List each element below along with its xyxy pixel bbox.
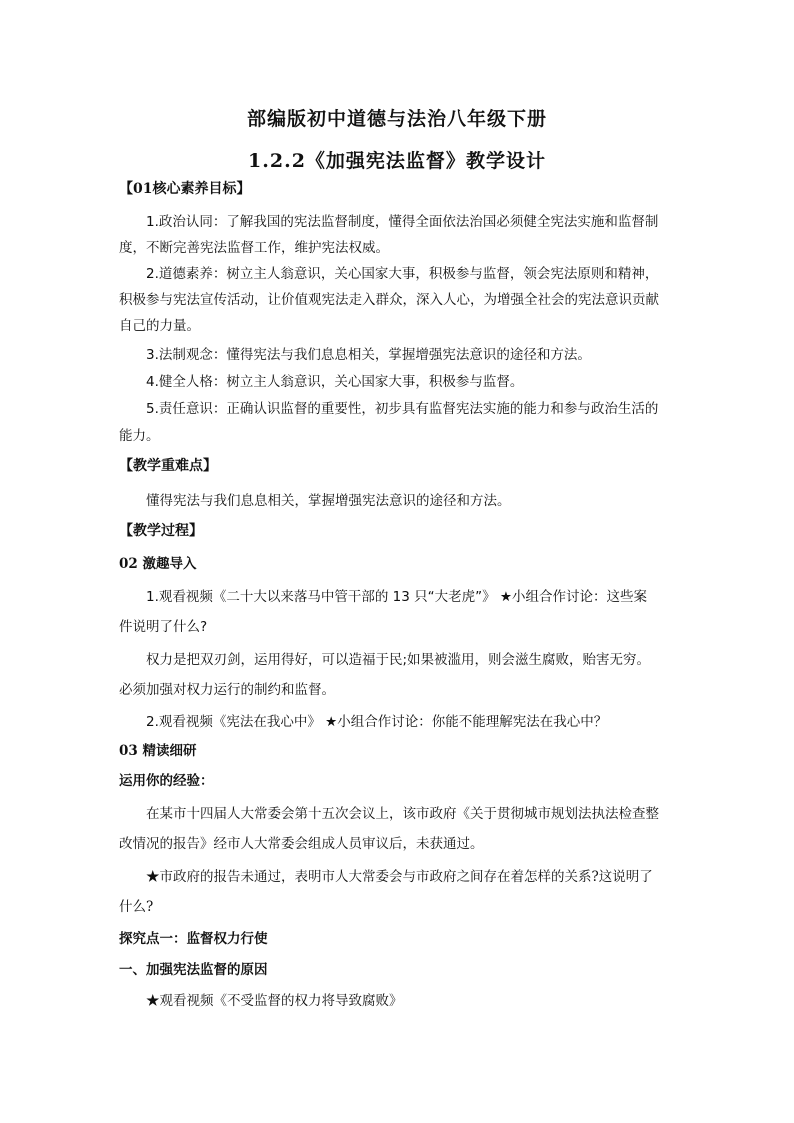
goal-item-2-line-1: 2.道德素养：树立主人翁意识，关心国家大事，积极参与监督，领会宪法原则和精神， xyxy=(146,266,659,282)
case-paragraph-line-1: 在某市十四届人大常委会第十五次会议上，该市政府《关于贯彻城市规划法执法检查整 xyxy=(146,806,659,822)
part-02-heading: 02 激趣导入 xyxy=(119,556,197,572)
case-paragraph-line-2: 改情况的报告》经市人大常委会组成人员审议后，未获通过。 xyxy=(119,836,484,852)
power-paragraph-line-2: 必须加强对权力运行的制约和监督。 xyxy=(119,682,335,698)
experience-heading: 运用你的经验： xyxy=(119,773,214,789)
goal-item-1-line-1: 1.政治认同：了解我国的宪法监督制度，懂得全面依法治国必须健全宪法实施和监督制 xyxy=(146,214,659,230)
section-heading-core-goals: 【01核心素养目标】 xyxy=(119,181,251,197)
goal-item-5-line-2: 能力。 xyxy=(119,428,160,444)
document-title: 部编版初中道德与法治八年级下册 xyxy=(246,108,547,130)
question-line-2: 什么? xyxy=(119,899,154,915)
goal-item-1-line-2: 度，不断完善宪法监督工作，维护宪法权威。 xyxy=(119,240,389,256)
document-subtitle: 1.2.2《加强宪法监督》教学设计 xyxy=(248,150,546,172)
video-activity: ★观看视频《不受监督的权力将导致腐败》 xyxy=(146,993,403,1009)
goal-item-2-line-3: 自己的力量。 xyxy=(119,318,200,334)
goal-item-2-line-2: 积极参与宪法宣传活动，让价值观宪法走入群众，深入人心，为增强全社会的宪法意识贡献 xyxy=(119,292,659,308)
goal-item-4: 4.健全人格：树立主人翁意识，关心国家大事，积极参与监督。 xyxy=(146,374,524,390)
part-03-heading: 03 精读细研 xyxy=(119,743,197,759)
reason-heading: 一、加强宪法监督的原因 xyxy=(119,962,268,978)
goal-item-5-line-1: 5.责任意识：正确认识监督的重要性，初步具有监督宪法实施的能力和参与政治生活的 xyxy=(146,401,659,417)
process-item-1-line-2: 件说明了什么? xyxy=(119,619,208,635)
power-paragraph-line-1: 权力是把双刃剑，运用得好，可以造福于民;如果被滥用，则会滋生腐败，贻害无穷。 xyxy=(146,652,651,668)
question-line-1: ★市政府的报告未通过，表明市人大常委会与市政府之间存在着怎样的关系?这说明了 xyxy=(146,869,653,885)
explore-point-1-heading: 探究点一：监督权力行使 xyxy=(119,931,268,947)
section-heading-process: 【教学过程】 xyxy=(119,523,203,539)
process-item-2: 2.观看视频《宪法在我心中》 ★小组合作讨论：你能不能理解宪法在我心中？ xyxy=(146,714,608,730)
goal-item-3: 3.法制观念：懂得宪法与我们息息相关，掌握增强宪法意识的途径和方法。 xyxy=(146,347,591,363)
section-heading-key-points: 【教学重难点】 xyxy=(119,458,217,474)
key-points-text: 懂得宪法与我们息息相关，掌握增强宪法意识的途径和方法。 xyxy=(146,493,511,509)
process-item-1-line-1: 1.观看视频《二十大以来落马中管干部的 13 只“大老虎”》 ★小组合作讨论：这些案 xyxy=(146,589,648,605)
